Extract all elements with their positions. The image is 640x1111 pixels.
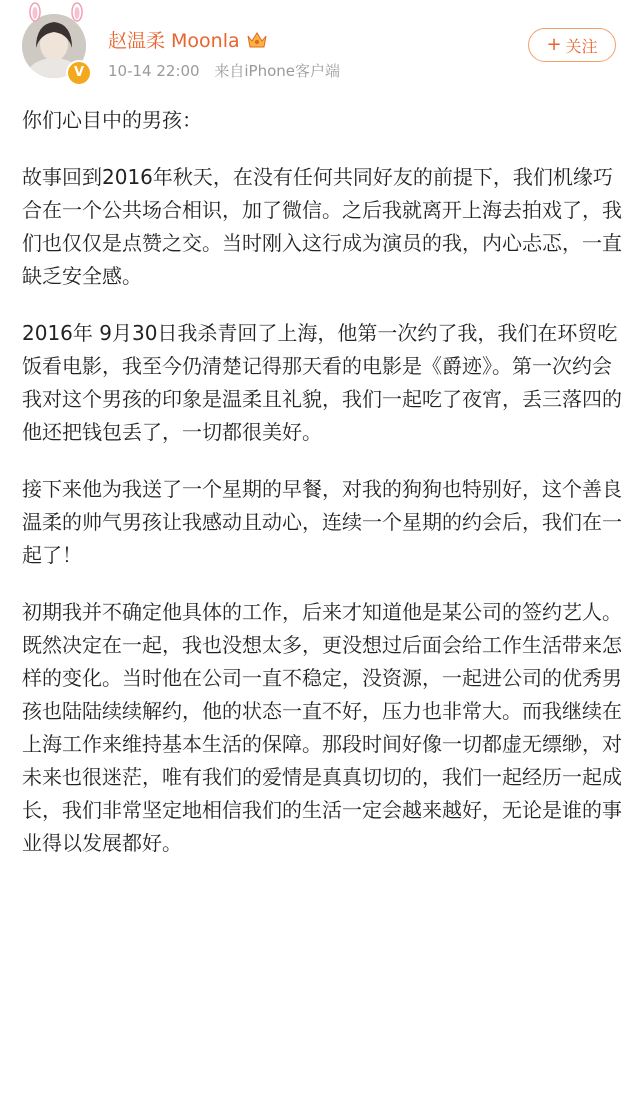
plus-icon: + — [546, 34, 562, 55]
author-name[interactable]: 赵温柔 Moonla — [108, 30, 240, 52]
paragraph: 故事回到2016年秋天，在没有任何共同好友的前提下，我们机缘巧合在一个公共场合相识，加了微信。之后我就离开上海去拍戏了，我们也仅仅是点赞之交。当时刚入这行成为演员的我，内心忐忑，一直缺乏安全感。 — [22, 165, 622, 288]
paragraph: 2016年 9月30日我杀青回了上海，他第一次约了我，我们在环贸吃饭看电影，我至今仍清楚记得那天看的电影是《爵迹》。第一次约会我对这个男孩的印象是温柔且礼貌，我们一起吃了夜宵，丢三落四的他还把钱包丢了，一切都很美好。 — [22, 321, 622, 444]
post-meta — [108, 60, 340, 81]
follow-button[interactable] — [528, 28, 616, 62]
crown-icon[interactable] — [246, 30, 268, 50]
post-body — [22, 104, 622, 884]
paragraph: 初期我并不确定他具体的工作，后来才知道他是某公司的签约艺人。既然决定在一起，我也没想太多，更没想过后面会给工作生活带来怎样的变化。当时他在公司一直不稳定，没资源，一起进公司的优秀男孩也陆陆续续解约，他的状态一直不好，压力也非常大。而我继续在上海工作来维持基本生活的保障。那段时间好像一切都虚无缥缈，对未来也很迷茫，唯有我们的爱情是真真切切的，我们一起经历一起成长，我们非常坚定地相信我们的生活一定会越来越好，无论是谁的事业得以发展都好。 — [22, 600, 622, 855]
verified-v-icon: V — [66, 60, 92, 86]
source-prefix: 来自 — [214, 62, 245, 80]
post-header — [0, 0, 640, 100]
bunny-ear-icon — [70, 2, 84, 22]
follow-label: 关注 — [565, 36, 598, 56]
paragraph: 接下来他为我送了一个星期的早餐，对我的狗狗也特别好，这个善良温柔的帅气男孩让我感动且动心，连续一个星期的约会后，我们在一起了！ — [22, 477, 622, 567]
source-app: iPhone客户端 — [244, 62, 341, 80]
paragraph: 你们心目中的男孩： — [22, 108, 202, 132]
bunny-ear-icon — [28, 2, 42, 22]
author-row — [108, 26, 268, 53]
post-timestamp: 10-14 22:00 — [108, 62, 200, 80]
